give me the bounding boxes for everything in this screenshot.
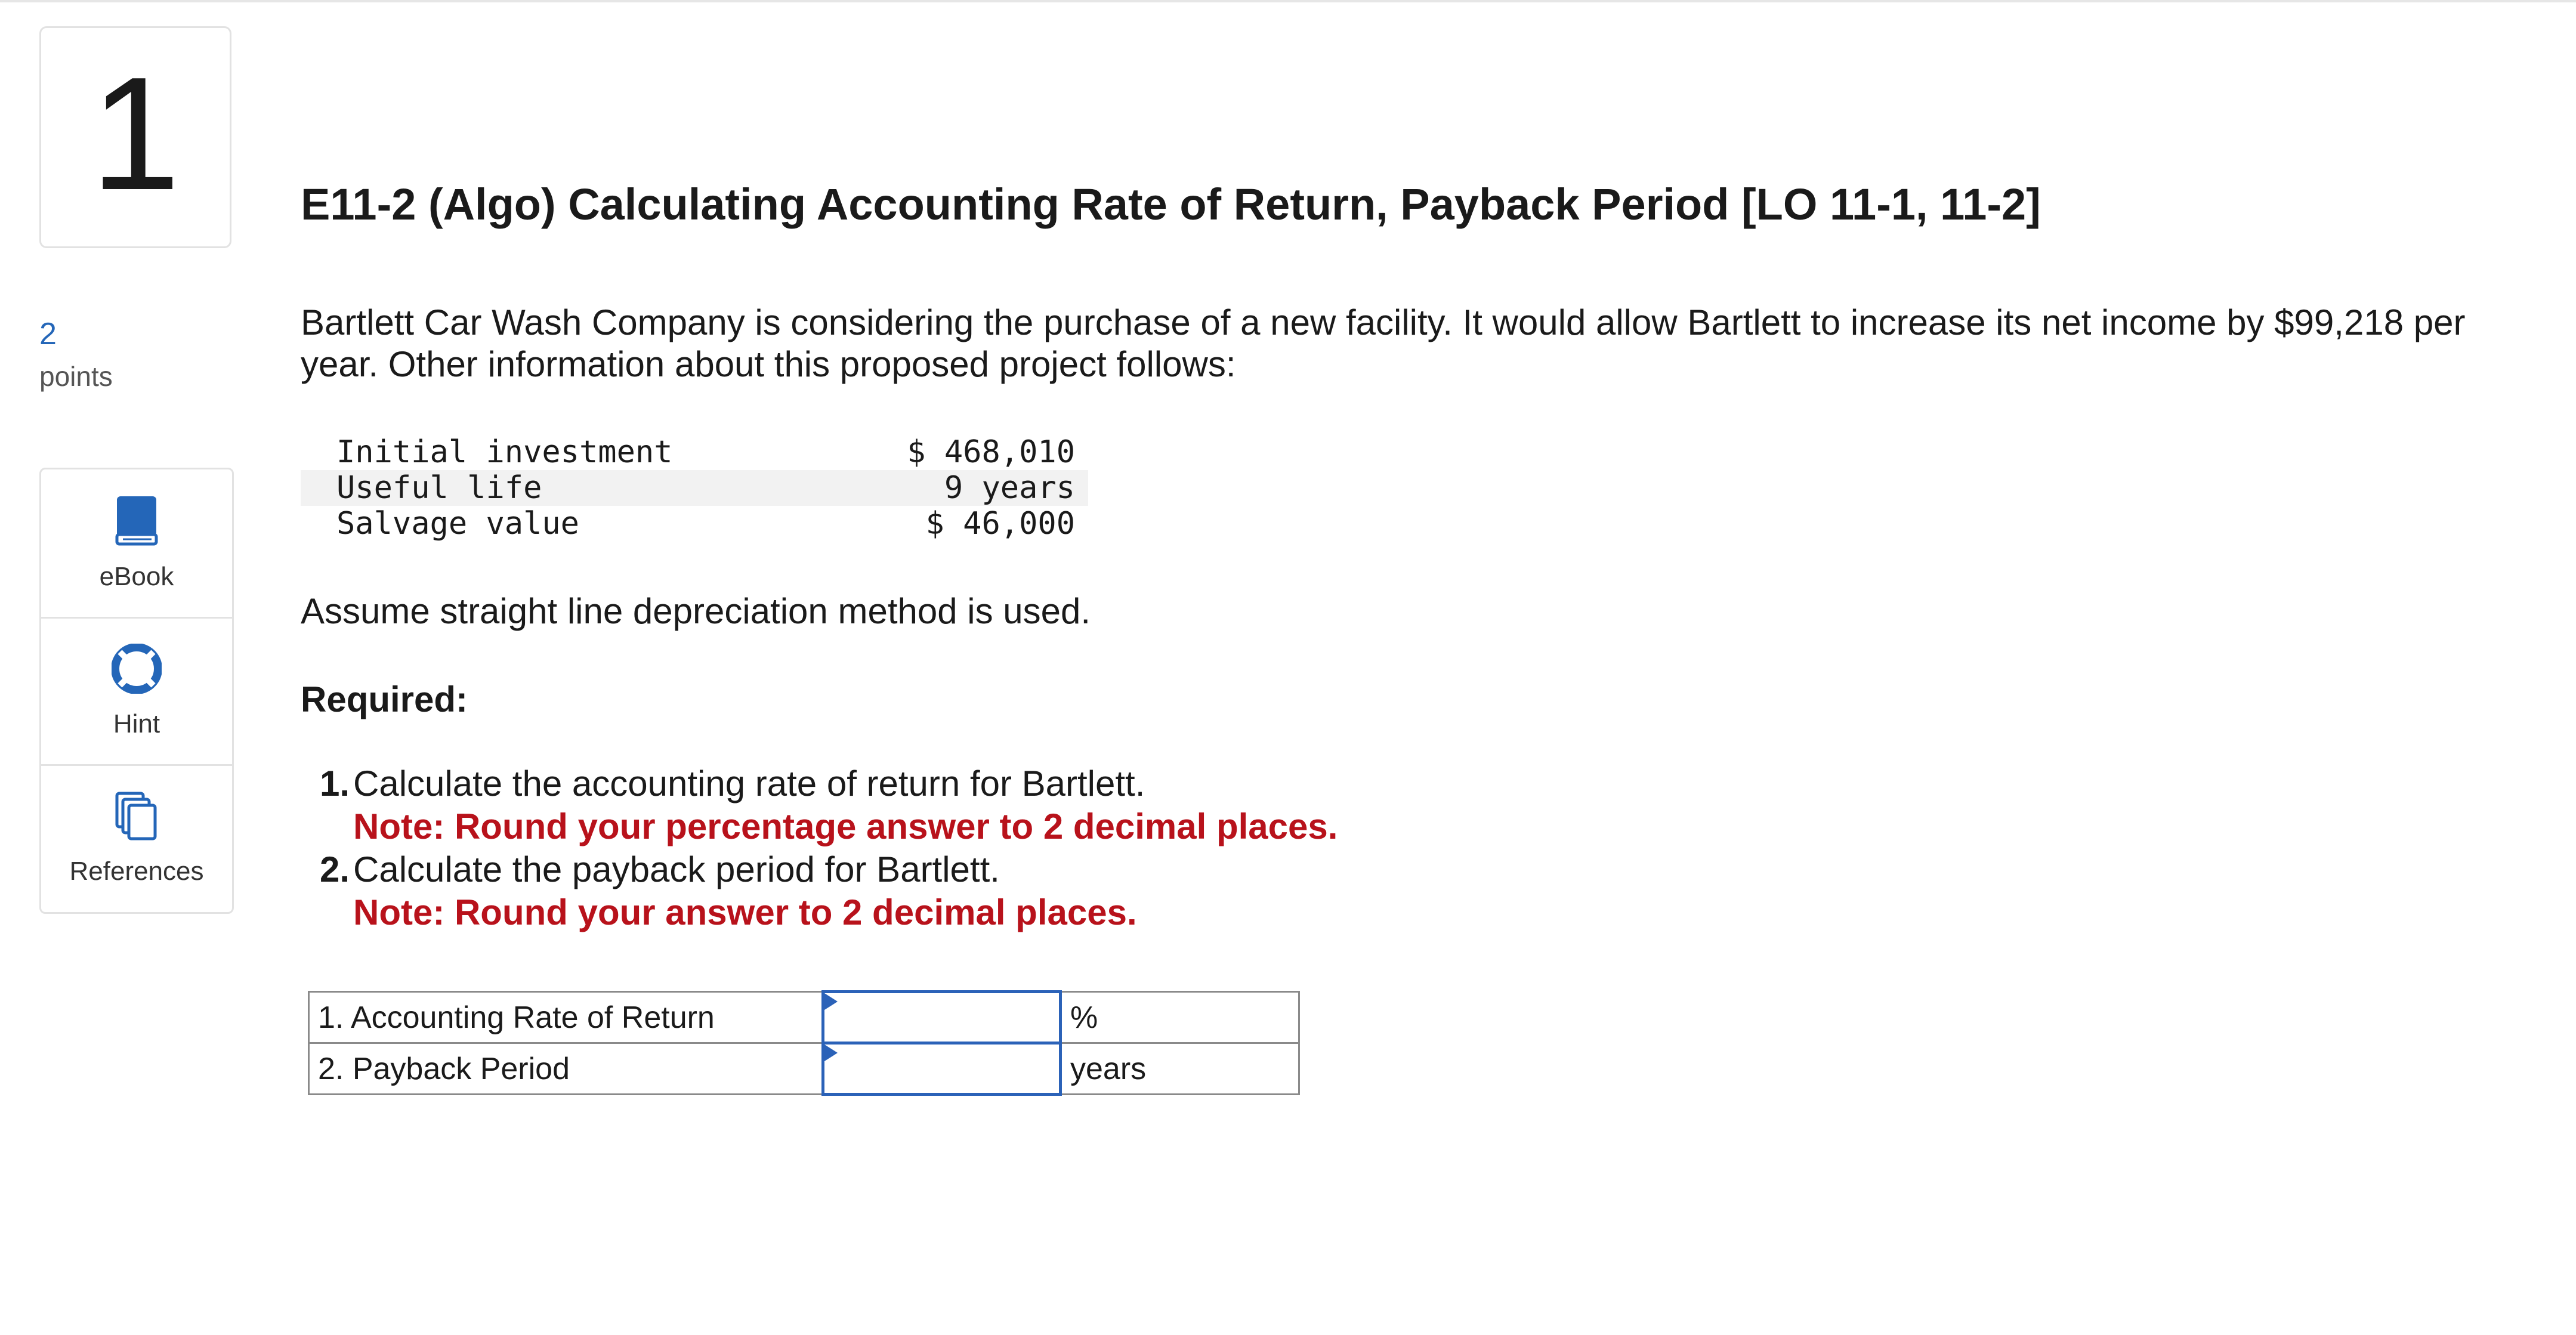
requirement-text: Calculate the payback period for Bartlett. — [353, 849, 1000, 889]
assumption-text: Assume straight line depreciation method is used. — [301, 591, 1091, 631]
info-row — [301, 434, 1088, 470]
points-label: points — [39, 361, 113, 392]
requirement-number: 1. — [319, 764, 350, 804]
requirement-item — [301, 848, 2090, 891]
references-button[interactable] — [41, 764, 232, 911]
required-heading: Required: — [301, 679, 468, 719]
info-row — [301, 506, 1088, 542]
info-label: Useful life — [336, 470, 542, 506]
info-value: $ 468,010 — [907, 434, 1075, 470]
answer-label: 2. Payback Period — [309, 1043, 823, 1095]
copy-pages-icon — [115, 791, 159, 841]
flag-icon — [824, 993, 838, 1010]
table-row — [309, 1043, 1299, 1095]
ebook-button[interactable] — [41, 469, 232, 617]
payback-answer-input[interactable] — [824, 1044, 1059, 1093]
ebook-label: eBook — [99, 561, 174, 591]
references-label: References — [69, 857, 204, 886]
question-number-box — [39, 26, 231, 248]
flag-icon — [824, 1044, 838, 1061]
question-title: E11-2 (Algo) Calculating Accounting Rate of Return, Payback Period [LO 11-1, 11-2] — [301, 180, 2041, 229]
requirements-list — [301, 762, 2090, 934]
info-value: 9 years — [944, 470, 1075, 506]
top-divider — [0, 0, 2576, 2]
requirement-text: Calculate the accounting rate of return for Bartlett. — [353, 764, 1145, 804]
info-row — [301, 470, 1088, 506]
project-info-table — [301, 434, 1088, 542]
lifebuoy-icon — [112, 644, 162, 694]
requirement-note: Note: Round your answer to 2 decimal places. — [353, 892, 1137, 932]
requirement-number: 2. — [319, 849, 350, 889]
hint-button[interactable] — [41, 617, 232, 764]
info-label: Initial investment — [336, 434, 673, 470]
answer-table — [308, 990, 1300, 1096]
info-label: Salvage value — [336, 506, 579, 542]
info-value: $ 46,000 — [925, 506, 1075, 542]
answer-unit: years — [1061, 1043, 1299, 1095]
arr-answer-cell — [823, 992, 1061, 1043]
hint-label: Hint — [113, 709, 160, 738]
answer-unit: % — [1061, 992, 1299, 1043]
payback-answer-cell — [823, 1043, 1061, 1095]
table-row — [309, 992, 1299, 1043]
question-intro: Bartlett Car Wash Company is considering the purchase of a new facility. It would allow Bartlett to increase its net income by $99,218 per year. Other information about this proposed project follows: — [301, 302, 2466, 384]
book-icon — [115, 495, 159, 546]
requirement-item — [301, 762, 2090, 805]
arr-answer-input[interactable] — [824, 993, 1059, 1042]
tools-panel — [39, 468, 234, 914]
question-number: 1 — [90, 44, 181, 224]
points-value: 2 — [39, 317, 57, 351]
answer-label: 1. Accounting Rate of Return — [309, 992, 823, 1043]
requirement-note: Note: Round your percentage answer to 2 decimal places. — [353, 806, 1338, 846]
